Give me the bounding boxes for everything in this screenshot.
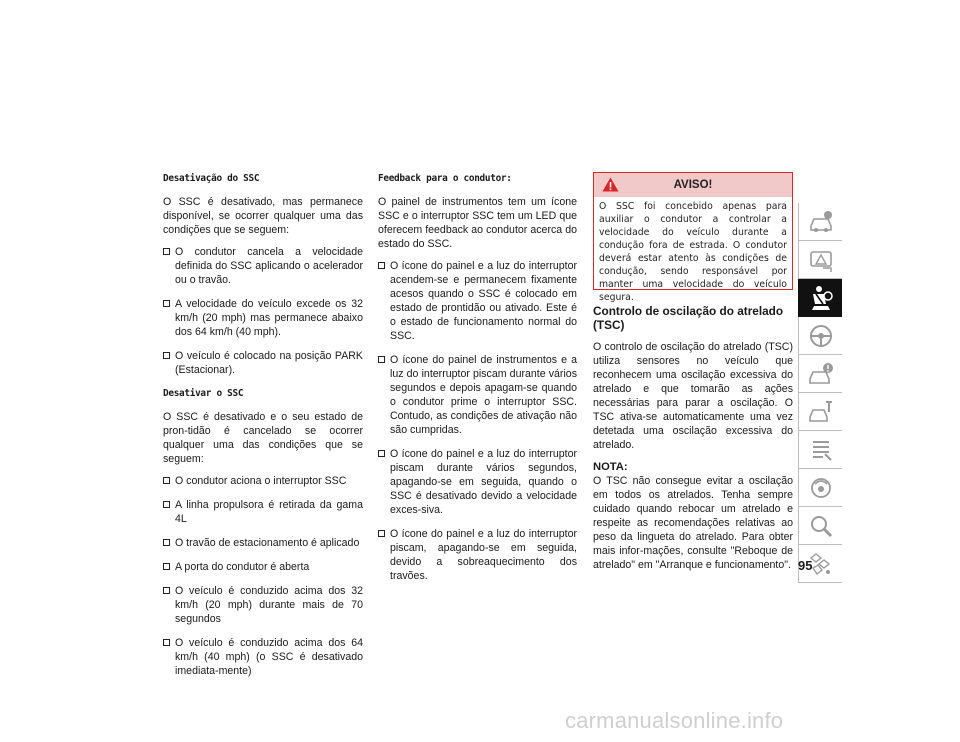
tab-dashboard[interactable] [798, 241, 842, 279]
list-item [163, 636, 363, 678]
list-item [163, 498, 363, 526]
list-item-text: O condutor cancela a velocidade definida do SSC aplicando o acelerador ou o travão. [175, 246, 363, 286]
list-item [163, 349, 363, 377]
list-item [163, 297, 363, 339]
note-label: NOTA: [593, 461, 628, 473]
checkbox-bullet-icon [378, 262, 385, 269]
warning-title: AVISO! [673, 179, 713, 191]
paragraph: O painel de instrumentos tem um ícone SSC e o interruptor SSC tem um LED que oferecem feedback ao condutor acerca do estado do SSC. [378, 196, 577, 250]
checkbox-bullet-icon [163, 248, 170, 255]
tab-specs[interactable] [798, 431, 842, 469]
dashboard-warning-icon [807, 246, 835, 274]
list-item [378, 447, 577, 517]
list-item [163, 245, 363, 287]
note-text: O TSC não consegue evitar a oscilação em todos os atrelados. Tenha sempre cuidado quando rebocar um atrelado e respeite as recomendações relativas ao peso da lingueta do atrelado. Para obter mais infor-mações, consulte "Reboque de atrelado" em "Arranque e funcionamento". [593, 475, 793, 571]
list-item-text: O condutor aciona o interruptor SSC [175, 475, 347, 487]
list-item [163, 536, 363, 550]
checkbox-bullet-icon [163, 639, 170, 646]
list-item-text: O ícone do painel de instrumentos e a luz do interruptor piscam durante vários segundos e depois apagam-se quando o condutor prime o interruptor SSC. Contudo, as condições de ativação não são cumpridas. [390, 354, 577, 436]
feedback-list [378, 259, 577, 583]
column-middle [378, 172, 577, 593]
list-item-text: O veículo é conduzido acima dos 32 km/h (20 mph) durante mais de 70 segundos [175, 585, 363, 625]
page-number: 95 [798, 558, 813, 573]
tab-car-info[interactable] [798, 203, 842, 241]
list-item-text: A linha propulsora é retirada da gama 4L [175, 499, 363, 525]
checkbox-bullet-icon [163, 352, 170, 359]
car-service-icon [807, 398, 835, 426]
column-left [163, 172, 363, 688]
checkbox-bullet-icon [163, 501, 170, 508]
warning-triangle-icon [602, 177, 619, 192]
list-item [163, 584, 363, 626]
car-info-icon [807, 208, 835, 236]
warning-box [593, 172, 793, 303]
tab-safety[interactable] [798, 279, 842, 317]
specs-list-icon [807, 436, 835, 464]
safety-seatbelt-icon [807, 284, 835, 312]
list-item-text: O veículo é conduzido acima dos 64 km/h (40 mph) (o SSC é desativado imediata-mente) [175, 637, 363, 677]
tab-emergency[interactable] [798, 355, 842, 393]
conditions-list [163, 474, 363, 678]
list-item-text: O ícone do painel e a luz do interruptor acendem-se e permanecem fixamente acesos quando o SSC é colocado em estado de prontidão ou ativado. Este é o estado de funcionamento normal do SSC. [390, 260, 577, 342]
search-index-icon [807, 512, 835, 540]
list-item [378, 527, 577, 583]
paragraph: O SSC é desativado e o seu estado de pron-tidão é cancelado se ocorrer qualquer uma das condições que se seguem: [163, 411, 363, 465]
list-item-text: O veículo é colocado na posição PARK (Estacionar). [175, 350, 363, 376]
checkbox-bullet-icon [163, 477, 170, 484]
tab-multimedia[interactable] [798, 469, 842, 507]
checkbox-bullet-icon [163, 539, 170, 546]
list-item-text: O ícone do painel e a luz do interruptor piscam, apagando-se em seguida, devido a sobreaquecimento dos travões. [390, 528, 577, 582]
tab-index[interactable] [798, 507, 842, 545]
heading-driver-feedback: Feedback para o condutor: [378, 173, 512, 184]
list-item [378, 259, 577, 343]
tab-service[interactable] [798, 393, 842, 431]
multimedia-icon [807, 474, 835, 502]
checkbox-bullet-icon [163, 587, 170, 594]
checkbox-bullet-icon [163, 563, 170, 570]
list-item [163, 474, 363, 488]
heading-disable-ssc: Desativar o SSC [163, 388, 244, 399]
car-emergency-icon [807, 360, 835, 388]
checkbox-bullet-icon [378, 530, 385, 537]
warning-header [594, 173, 792, 197]
paragraph: O controlo de oscilação do atrelado (TSC) utiliza sensores no veículo que reconhecem uma oscilação excessiva do atrelado e que tomarão as ações necessárias para parar a oscilação. O TSC ativa-se automaticamente uma vez detetada uma oscilação excessiva do atrelado. [593, 341, 793, 451]
checkbox-bullet-icon [163, 300, 170, 307]
checkbox-bullet-icon [378, 450, 385, 457]
warning-text: O SSC foi concebido apenas para auxiliar o condutor a controlar a velocidade do veículo durante a condução fora de estrada. O condutor deverá estar atento às condições de condução, sendo responsável por manter uma velocidade do veículo segura. [599, 201, 787, 303]
paragraph: O SSC é desativado, mas permanece disponível, se ocorrer qualquer uma das condições que se seguem: [163, 196, 363, 236]
checkbox-bullet-icon [378, 356, 385, 363]
list-item [378, 353, 577, 437]
heading-ssc-deactivation: Desativação do SSC [163, 173, 260, 184]
conditions-list [163, 245, 363, 377]
tab-driving[interactable] [798, 317, 842, 355]
heading-tsc: Controlo de oscilação do atrelado (TSC) [593, 304, 784, 332]
watermark: carmanualsonline.info [565, 708, 784, 733]
list-item-text: A velocidade do veículo excede os 32 km/h (20 mph) mas permanece abaixo dos 64 km/h (40 mph). [175, 298, 363, 338]
list-item-text: O ícone do painel e a luz do interruptor piscam durante vários segundos, apagando-se em seguida, quando o SSC é desativado devido a velocidade exces-siva. [390, 448, 577, 516]
list-item-text: O travão de estacionamento é aplicado [175, 537, 360, 549]
column-right [593, 294, 793, 580]
list-item [163, 560, 363, 574]
list-item-text: A porta do condutor é aberta [175, 561, 310, 573]
steering-wheel-icon [807, 322, 835, 350]
